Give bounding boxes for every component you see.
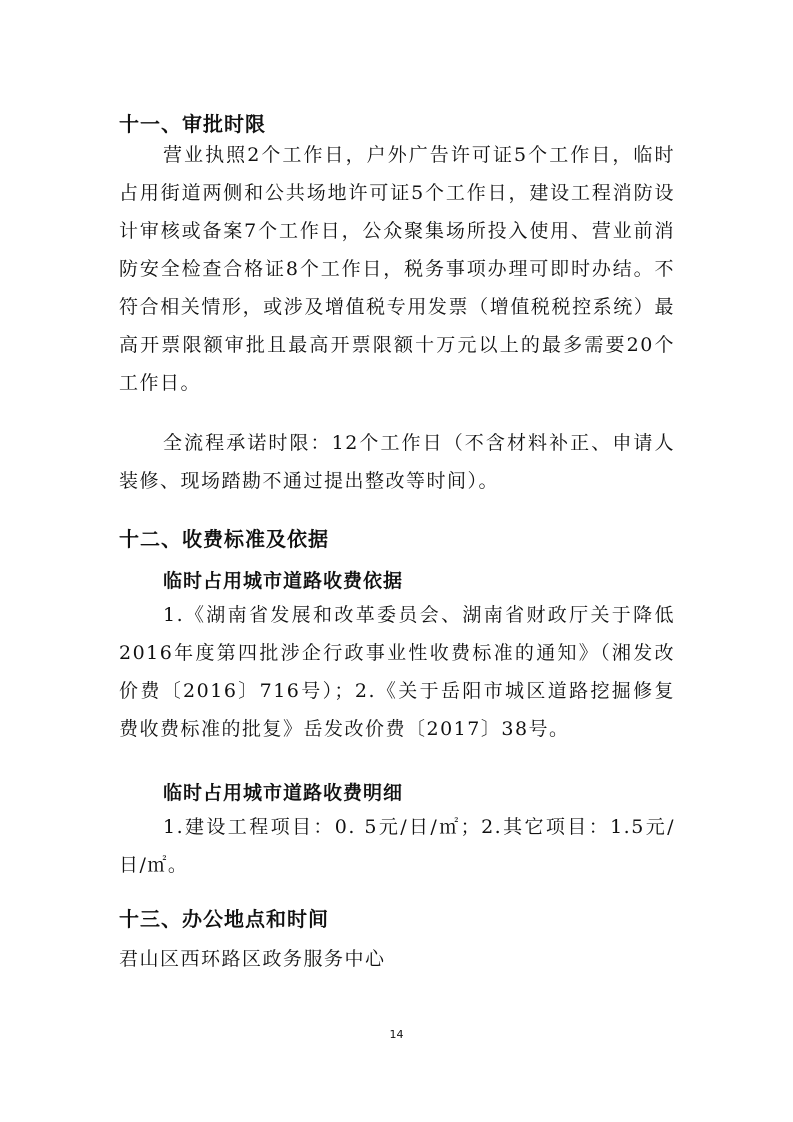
office-location-text: 君山区西环路区政务服务中心: [119, 948, 386, 970]
commitment-time-paragraph: 全流程承诺时限：12个工作日（不含材料补正、申请人装修、现场踏勘不通过提出整改等时间）。: [119, 432, 675, 492]
fee-detail-paragraph: 1.建设工程项目：0. 5元/日/㎡；2.其它项目：1.5元/日/㎡。: [119, 816, 675, 876]
section-12-heading: 十二、收费标准及依据: [119, 527, 329, 551]
section-11-heading: 十一、审批时限: [119, 112, 266, 136]
fee-detail-title: 临时占用城市道路收费明细: [163, 782, 404, 804]
fee-basis-paragraph: 1.《湖南省发展和改革委员会、湖南省财政厅关于降低2016年度第四批涉企行政事业性收费标准的通知》（湘发改价费〔2016〕716号）；2.《关于岳阳市城区道路挖掘修复费收费标准的批复》岳发改价费〔2017〕38号。: [119, 604, 675, 740]
approval-time-paragraph: 营业执照2个工作日，户外广告许可证5个工作日，临时占用街道两侧和公共场地许可证5个工作日，建设工程消防设计审核或备案7个工作日，公众聚集场所投入使用、营业前消防安全检查合格证8个工作日，税务事项办理可即时办结。不符合相关情形，或涉及增值税专用发票（增值税税控系统）最高开票限额审批且最高开票限额十万元以上的最多需要20个工作日。: [119, 144, 675, 394]
page-number: 14: [389, 1028, 404, 1041]
fee-basis-title: 临时占用城市道路收费依据: [163, 570, 404, 592]
section-13-heading: 十三、办公地点和时间: [119, 907, 329, 931]
